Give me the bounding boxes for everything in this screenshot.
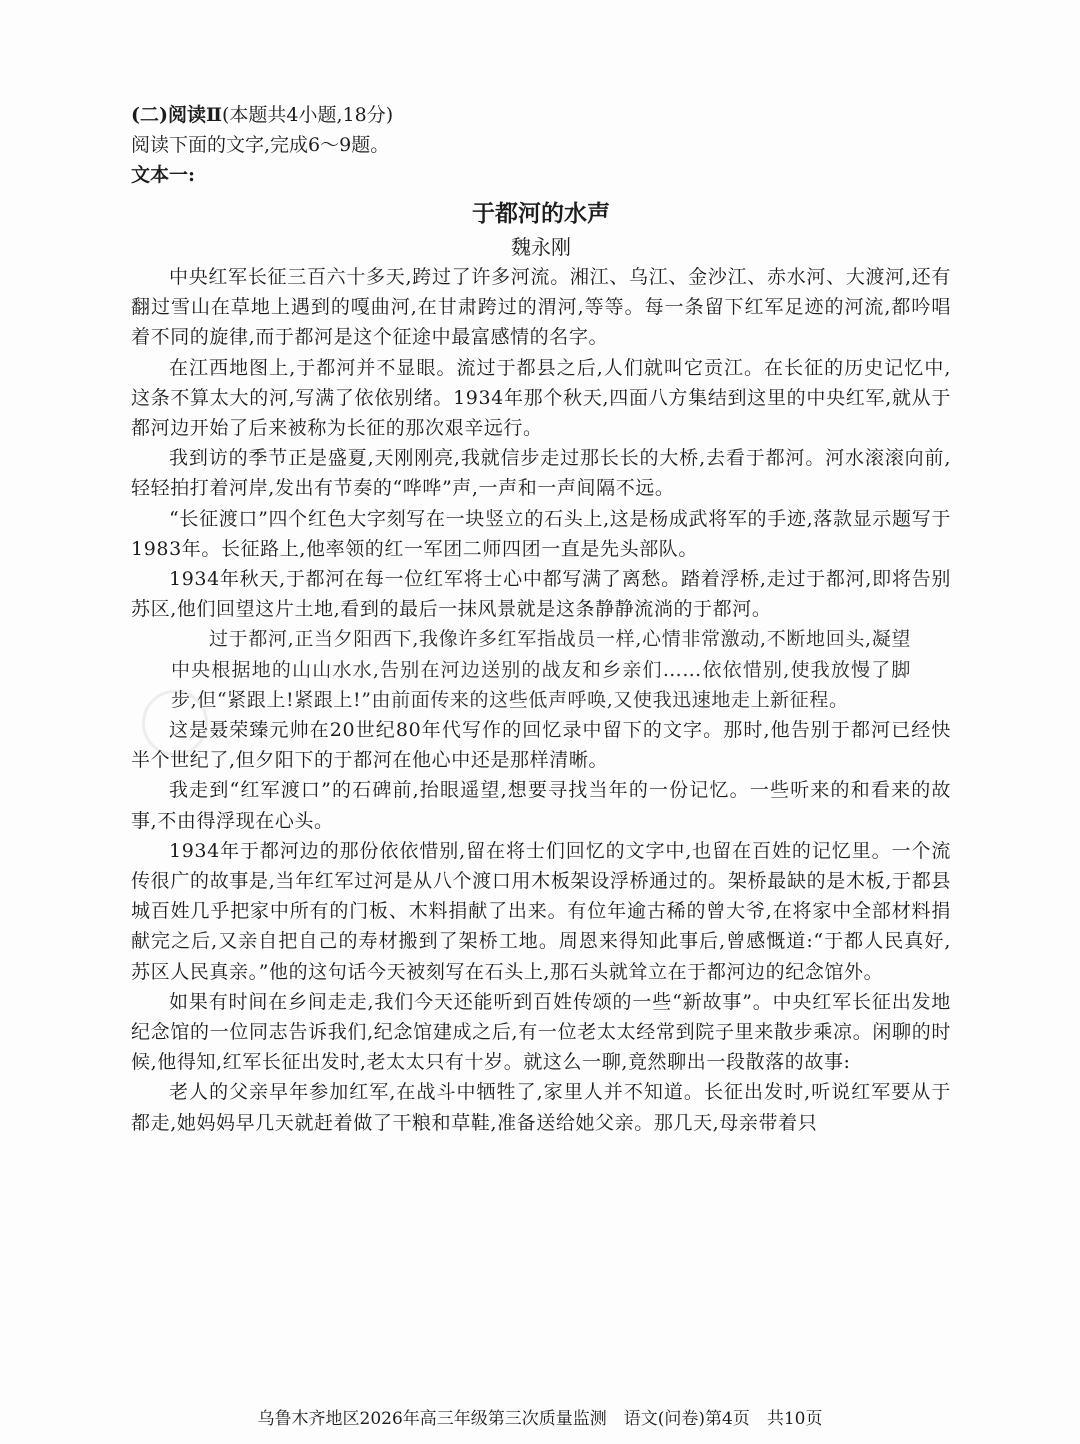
text-one-label: 文本一: [131, 164, 196, 186]
paragraph: 老人的父亲早年参加红军,在战斗中牺牲了,家里人并不知道。长征出发时,听说红军要从于都走,她妈妈早几天就赶着做了干粮和草鞋,准备送给她父亲。那几天,母亲带着只 [131, 1081, 951, 1134]
article-title: 于都河的水声 [472, 201, 610, 227]
page-footer: 乌鲁木齐地区2026年高三年级第三次质量监测 语文(问卷)第4页 共10页 [257, 1409, 823, 1429]
reading-instruction: 阅读下面的文字,完成6～9题。 [131, 134, 390, 156]
paragraph: 1934年秋天,于都河在每一位红军将士心中都写满了离愁。踏着浮桥,走过于都河,即将告别苏区,他们回望这片土地,看到的最后一抹风景就是这条静静流淌的于都河。 [131, 568, 951, 621]
article-author: 魏永刚 [511, 235, 571, 259]
paragraph: “长征渡口”四个红色大字刻写在一块竖立的石头上,这是杨成武将军的手迹,落款显示题写于1983年。长征路上,他率领的红一军团二师四团一直是先头部队。 [131, 507, 951, 560]
page-content [131, 100, 951, 1138]
paragraph: 这是聂荣臻元帅在20世纪80年代写作的回忆录中留下的文字。那时,他告别于都河已经快半个世纪了,但夕阳下的于都河在他心中还是那样清晰。 [131, 719, 951, 772]
section-header [131, 100, 951, 130]
paragraph: 我到访的季节正是盛夏,天刚刚亮,我就信步走过那长长的大桥,去看于都河。河水滚滚向前,轻轻拍打着河岸,发出有节奏的“哗哗”声,一声和一声间隔不远。 [131, 447, 951, 500]
paragraph: 我走到“红军渡口”的石碑前,抬眼遥望,想要寻找当年的一份记忆。一些听来的和看来的故事,不由得浮现在心头。 [131, 779, 951, 832]
memoir-quote: 过于都河,正当夕阳西下,我像许多红军指战员一样,心情非常激动,不断地回头,凝望中央根据地的山山水水,告别在河边送别的战友和乡亲们……依依惜别,使我放慢了脚步,但“紧跟上!紧跟上!”由前面传来的这些低声呼唤,又使我迅速地走上新征程。 [171, 628, 911, 711]
paragraph: 在江西地图上,于都河并不显眼。流过于都县之后,人们就叫它贡江。在长征的历史记忆中,这条不算太大的河,写满了依依别绪。1934年那个秋天,四面八方集结到这里的中央红军,就从于都河边开始了后来被称为长征的那次艰辛远行。 [131, 356, 951, 440]
paragraph: 如果有时间在乡间走走,我们今天还能听到百姓传颂的一些“新故事”。中央红军长征出发地纪念馆的一位同志告诉我们,纪念馆建成之后,有一位老太太经常到院子里来散步乘凉。闲聊的时候,他得知,红军长征出发时,老太太只有十岁。就这么一聊,竟然聊出一段散落的故事: [131, 990, 951, 1074]
section-title: (二)阅读Ⅱ [131, 104, 222, 126]
paragraph: 1934年于都河边的那份依依惜别,留在将士们回忆的文字中,也留在百姓的记忆里。一个流传很广的故事是,当年红军过河是从八个渡口用木板架设浮桥通过的。架桥最缺的是木板,于都县城百姓几乎把家中所有的门板、木料捐献了出来。有位年逾古稀的曾大爷,在将家中全部材料捐献完之后,又亲自把自己的寿材搬到了架桥工地。周恩来得知此事后,曾感慨道:“于都人民真好,苏区人民真亲。”他的这句话今天被刻写在石头上,那石头就耸立在于都河边的纪念馆外。 [131, 839, 951, 983]
paragraph: 中央红军长征三百六十多天,跨过了许多河流。湘江、乌江、金沙江、赤水河、大渡河,还有翻过雪山在草地上遇到的嘎曲河,在甘肃跨过的渭河,等等。每一条留下红军足迹的河流,都吟唱着不同的旋律,而于都河是这个征途中最富感情的名字。 [131, 266, 951, 349]
section-note: (本题共4小题,18分) [222, 104, 394, 126]
